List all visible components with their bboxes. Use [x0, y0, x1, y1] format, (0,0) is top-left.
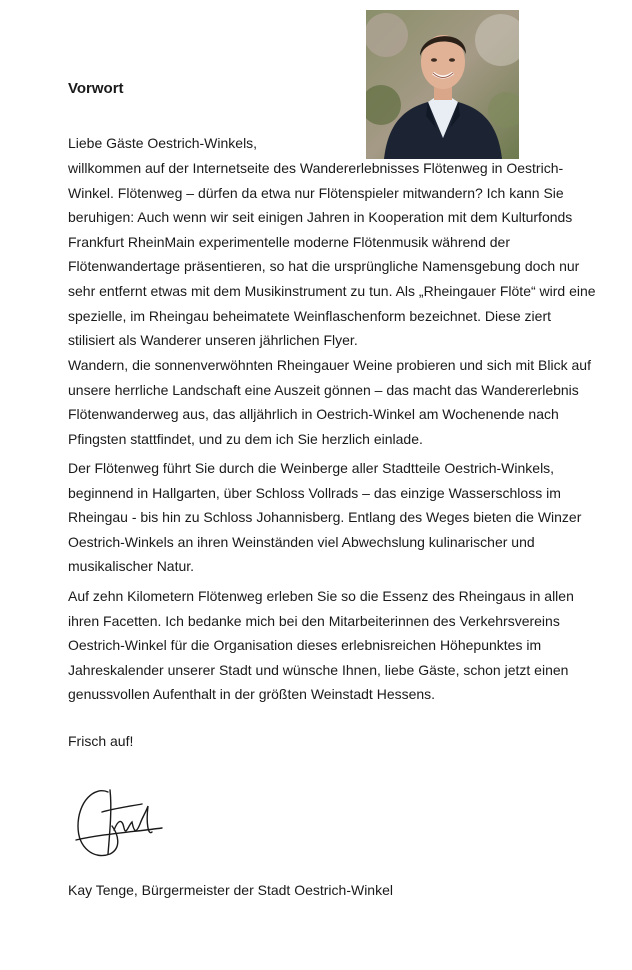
- paragraph-wandern: Wandern, die sonnenverwöhnten Rheingauer Weine probieren und sich mit Blick auf unsere herrliche Landschaft eine Auszeit gönnen – das macht das Wandererlebnis Flötenwanderweg aus, das alljährlich in Oestrich-Winkel am Wochenende nach Pfingsten stattfindet, und zu dem ich Sie herzlich einlade.: [68, 357, 591, 447]
- paragraph-intro: willkommen auf der Internetseite des Wandererlebnisses Flötenweg in Oestrich-Winkel. Flötenweg – dürfen da etwa nur Flötenspieler mitwandern? Ich kann Sie beruhigen: Auch wenn wir seit einigen Jahren in Kooperation mit dem Kulturfonds Frankfurt RheinMain experimentelle moderne Flötenmusik während der Flötenwandertage präsentieren, so hat die ursprüngliche Namensgebung doch nur sehr entfernt etwas mit dem Musikinstrument zu tun. Als „Rheingauer Flöte“ wird eine spezielle, im Rheingau beheimatete Weinflaschenform bezeichnet. Diese ziert stilisiert als Wanderer unseren jährlichen Flyer.: [68, 160, 596, 349]
- signer-name: Kay Tenge, Bürgermeister der Stadt Oestrich-Winkel: [68, 882, 393, 898]
- portrait-image: [366, 10, 519, 159]
- paragraph-route: Der Flötenweg führt Sie durch die Weinberge aller Stadtteile Oestrich-Winkels, beginnend in Hallgarten, über Schloss Vollrads – das einzige Wasserschloss im Rheingau - bis hin zu Schloss Johannisberg. Entlang des Weges bieten die Winzer Oestrich-Winkels an ihren Weinständen viel Abwechslung kulinarischer und musikalischer Natur.: [68, 460, 582, 575]
- handwritten-signature: [72, 782, 167, 862]
- greeting: Liebe Gäste Oestrich-Winkels,: [68, 135, 258, 151]
- paragraph-thanks: Auf zehn Kilometern Flötenweg erleben Sie so die Essenz des Rheingaus in allen ihren Facetten. Ich bedanke mich bei den Mitarbeiterinnen des Verkehrsvereins Oestrich-Winkel für die Organisation dieses erlebnisreichen Höhepunktes im Jahreskalender unserer Stadt und wünsche Ihnen, liebe Gäste, schon jetzt einen genussvollen Aufenthalt in der größten Weinstadt Hessens.: [68, 588, 574, 703]
- author-portrait-photo: [366, 10, 519, 159]
- closing-line: Frisch auf!: [68, 733, 134, 749]
- page-title: Vorwort: [68, 80, 124, 97]
